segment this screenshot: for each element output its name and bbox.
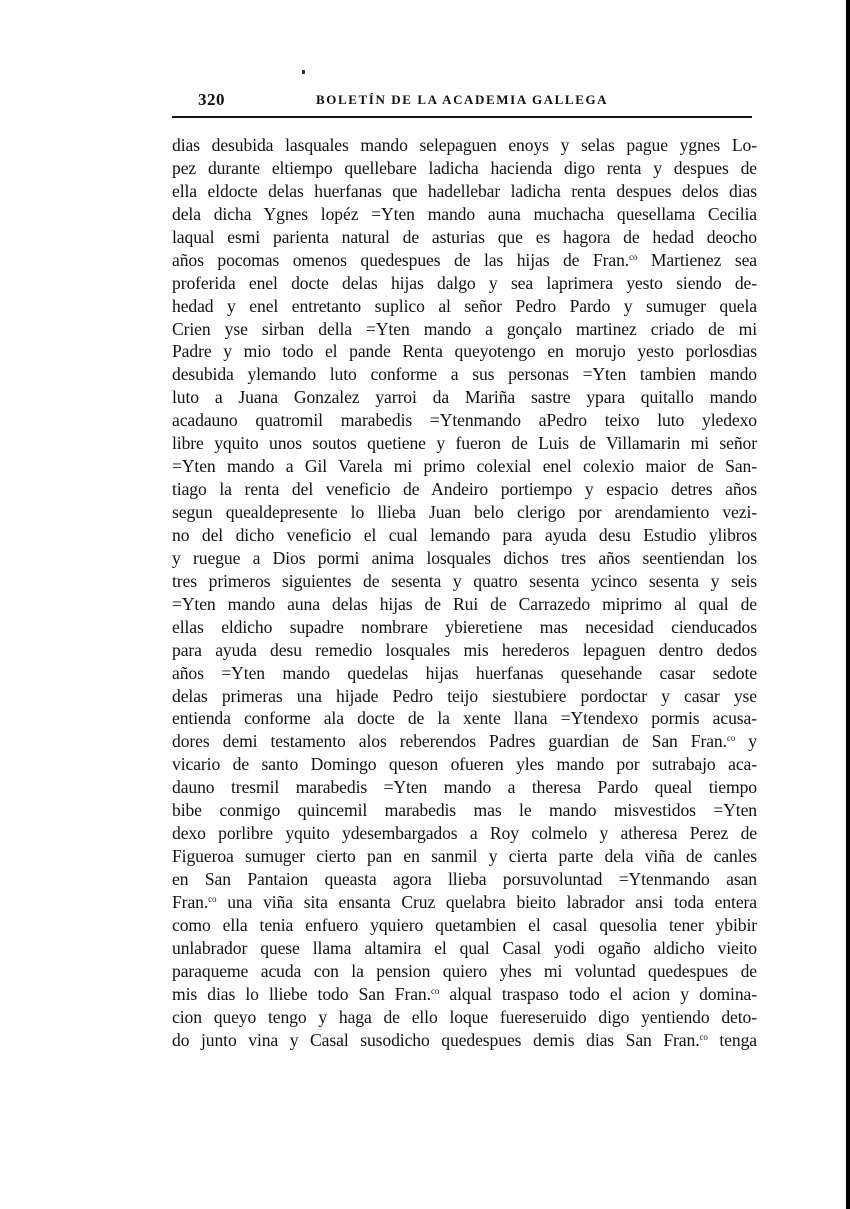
- text-line: [172, 203, 757, 226]
- text-segment: =Yten mando a Gil Varela mi primo colexial enel colexio maior de San-: [172, 456, 757, 477]
- text-line: [172, 662, 757, 685]
- text-segment: tiago la renta del veneficio de Andeiro portiempo y espacio detres años: [172, 479, 757, 500]
- abbreviation-superscript: co: [726, 733, 736, 744]
- text-line: [172, 501, 757, 524]
- text-segment: laqual esmi parienta natural de asturias que es hagora de hedad deocho: [172, 226, 757, 247]
- text-line: [172, 1029, 757, 1052]
- text-segment: desubida ylemando luto conforme a sus personas =Yten tambien mando: [172, 364, 757, 385]
- text-segment: para ayuda desu remedio losquales mis herederos lepaguen dentro dedos: [172, 639, 757, 660]
- text-line: [172, 226, 757, 249]
- text-line: [172, 295, 757, 318]
- text-segment: paraqueme acuda con la pension quiero yhes mi voluntad quedespues de: [172, 960, 757, 981]
- text-segment: pez durante eltiempo quellebare ladicha hacienda digo renta y despues de: [172, 157, 757, 178]
- text-line: [172, 937, 757, 960]
- scan-speck: [302, 70, 305, 74]
- text-line: [172, 914, 757, 937]
- journal-title: BOLETÍN DE LA ACADEMIA GALLEGA: [316, 92, 609, 107]
- text-segment: alqual traspaso todo el acion y domina-: [439, 983, 757, 1004]
- text-line: [172, 730, 757, 753]
- text-segment: una viña sita ensanta Cruz quelabra bieito labrador ansi toda entera: [216, 891, 757, 912]
- text-line: [172, 134, 757, 157]
- text-line: [172, 983, 757, 1006]
- text-line: [172, 799, 757, 822]
- text-line: [172, 685, 757, 708]
- text-line: [172, 547, 757, 570]
- text-line: [172, 707, 757, 730]
- text-segment: ellas eldicho supadre nombrare ybieretiene mas necesidad cienducados: [172, 616, 757, 637]
- text-line: [172, 891, 757, 914]
- text-segment: proferida enel docte delas hijas dalgo y sea laprimera yesto siendo de-: [172, 272, 757, 293]
- text-segment: bibe conmigo quincemil marabedis mas le mando misvestidos =Yten: [172, 800, 757, 821]
- text-line: [172, 272, 757, 295]
- text-segment: Fran.: [172, 891, 209, 912]
- text-line: [172, 249, 757, 272]
- text-segment: acadauno quatromil marabedis =Ytenmando aPedro teixo luto yledexo: [172, 410, 757, 431]
- text-segment: ella eldocte delas huerfanas que hadellebar ladicha renta despues delos dias: [172, 180, 757, 201]
- text-segment: dexo porlibre yquito ydesembargados a Roy colmelo y atheresa Perez de: [172, 823, 757, 844]
- text-line: [172, 822, 757, 845]
- text-line: [172, 593, 757, 616]
- header-rule: [172, 116, 752, 118]
- text-segment: dela dicha Ygnes lopéz =Yten mando auna muchacha quesellama Cecilia: [172, 203, 757, 224]
- text-line: [172, 180, 757, 203]
- text-segment: Figueroa sumuger cierto pan en sanmil y cierta parte dela viña de canles: [172, 846, 757, 867]
- text-line: [172, 478, 757, 501]
- text-line: [172, 570, 757, 593]
- text-segment: delas primeras una hijade Pedro teijo siestubiere pordoctar y casar yse: [172, 685, 757, 706]
- text-segment: como ella tenia enfuero yquiero quetambien el casal quesolia tener ybibir: [172, 914, 757, 935]
- text-line: [172, 845, 757, 868]
- text-line: [172, 524, 757, 547]
- text-line: [172, 868, 757, 891]
- text-line: [172, 409, 757, 432]
- text-line: [172, 616, 757, 639]
- text-segment: segun quealdepresente lo llieba Juan belo clerigo por arendamiento vezi-: [172, 502, 757, 522]
- text-segment: mis dias lo lliebe todo San Fran.: [172, 983, 431, 1004]
- text-line: [172, 432, 757, 455]
- scan-page-edge: [846, 0, 850, 1209]
- text-segment: dias desubida lasquales mando selepaguen enoys y selas pague ygnes Lo-: [172, 135, 757, 155]
- text-segment: en San Pantaion queasta agora llieba porsuvoluntad =Ytenmando asan: [172, 869, 757, 889]
- text-segment: cion queyo tengo y haga de ello loque fuereseruido digo yentiendo deto-: [172, 1006, 757, 1027]
- text-segment: Padre y mio todo el pande Renta queyotengo en morujo yesto porlosdias: [172, 341, 757, 362]
- abbreviation-superscript: co: [699, 1031, 708, 1042]
- abbreviation-superscript: co: [629, 251, 638, 262]
- text-segment: unlabrador quese llama altamira el qual Casal yodi ogaño aldicho vieito: [172, 937, 757, 958]
- text-segment: tenga: [707, 1029, 757, 1050]
- text-line: [172, 318, 757, 341]
- text-line: [172, 340, 757, 363]
- text-segment: dores demi testamento alos reberendos Padres guardian de San Fran.: [172, 731, 727, 752]
- text-line: [172, 753, 757, 776]
- text-segment: hedad y enel entretanto suplico al señor Pedro Pardo y sumuger quela: [172, 295, 757, 316]
- text-line: [172, 639, 757, 662]
- body-text: [172, 134, 757, 1052]
- text-segment: y ruegue a Dios pormi anima losquales dichos tres años seentiendan los: [172, 547, 757, 568]
- text-line: [172, 455, 757, 478]
- text-line: [172, 157, 757, 180]
- text-segment: años =Yten mando quedelas hijas huerfanas quesehande casar sedote: [172, 662, 757, 683]
- text-segment: libre yquito unos soutos quetiene y fueron de Luis de Villamarin mi señor: [172, 433, 757, 454]
- text-line: [172, 776, 757, 799]
- text-segment: tres primeros siguientes de sesenta y quatro sesenta ycinco sesenta y seis: [172, 570, 757, 591]
- text-segment: Martienez sea: [637, 249, 757, 270]
- text-line: [172, 960, 757, 983]
- page-number: 320: [198, 90, 225, 109]
- text-segment: y: [735, 731, 757, 752]
- text-segment: dauno tresmil marabedis =Yten mando a theresa Pardo queal tiempo: [172, 777, 757, 798]
- text-segment: luto a Juana Gonzalez yarroi da Mariña sastre ypara quitallo mando: [172, 387, 757, 408]
- text-line: [172, 386, 757, 409]
- text-segment: =Yten mando auna delas hijas de Rui de Carrazedo miprimo al qual de: [172, 593, 757, 614]
- text-segment: no del dicho veneficio el cual lemando para ayuda desu Estudio ylibros: [172, 524, 757, 545]
- text-segment: Crien yse sirban della =Yten mando a gonçalo martinez criado de mi: [172, 318, 757, 339]
- text-line: [172, 1006, 757, 1029]
- text-segment: años pocomas omenos quedespues de las hijas de Fran.: [172, 249, 630, 270]
- text-segment: entienda conforme ala docte de la xente llana =Ytendexo pormis acusa-: [172, 708, 757, 729]
- abbreviation-superscript: co: [430, 985, 440, 996]
- running-head: [172, 88, 752, 112]
- text-line: [172, 363, 757, 386]
- text-segment: vicario de santo Domingo queson ofueren yles mando por sutrabajo aca-: [172, 754, 757, 775]
- text-segment: do junto vina y Casal susodicho quedespues demis dias San Fran.: [172, 1029, 700, 1050]
- abbreviation-superscript: co: [208, 893, 217, 904]
